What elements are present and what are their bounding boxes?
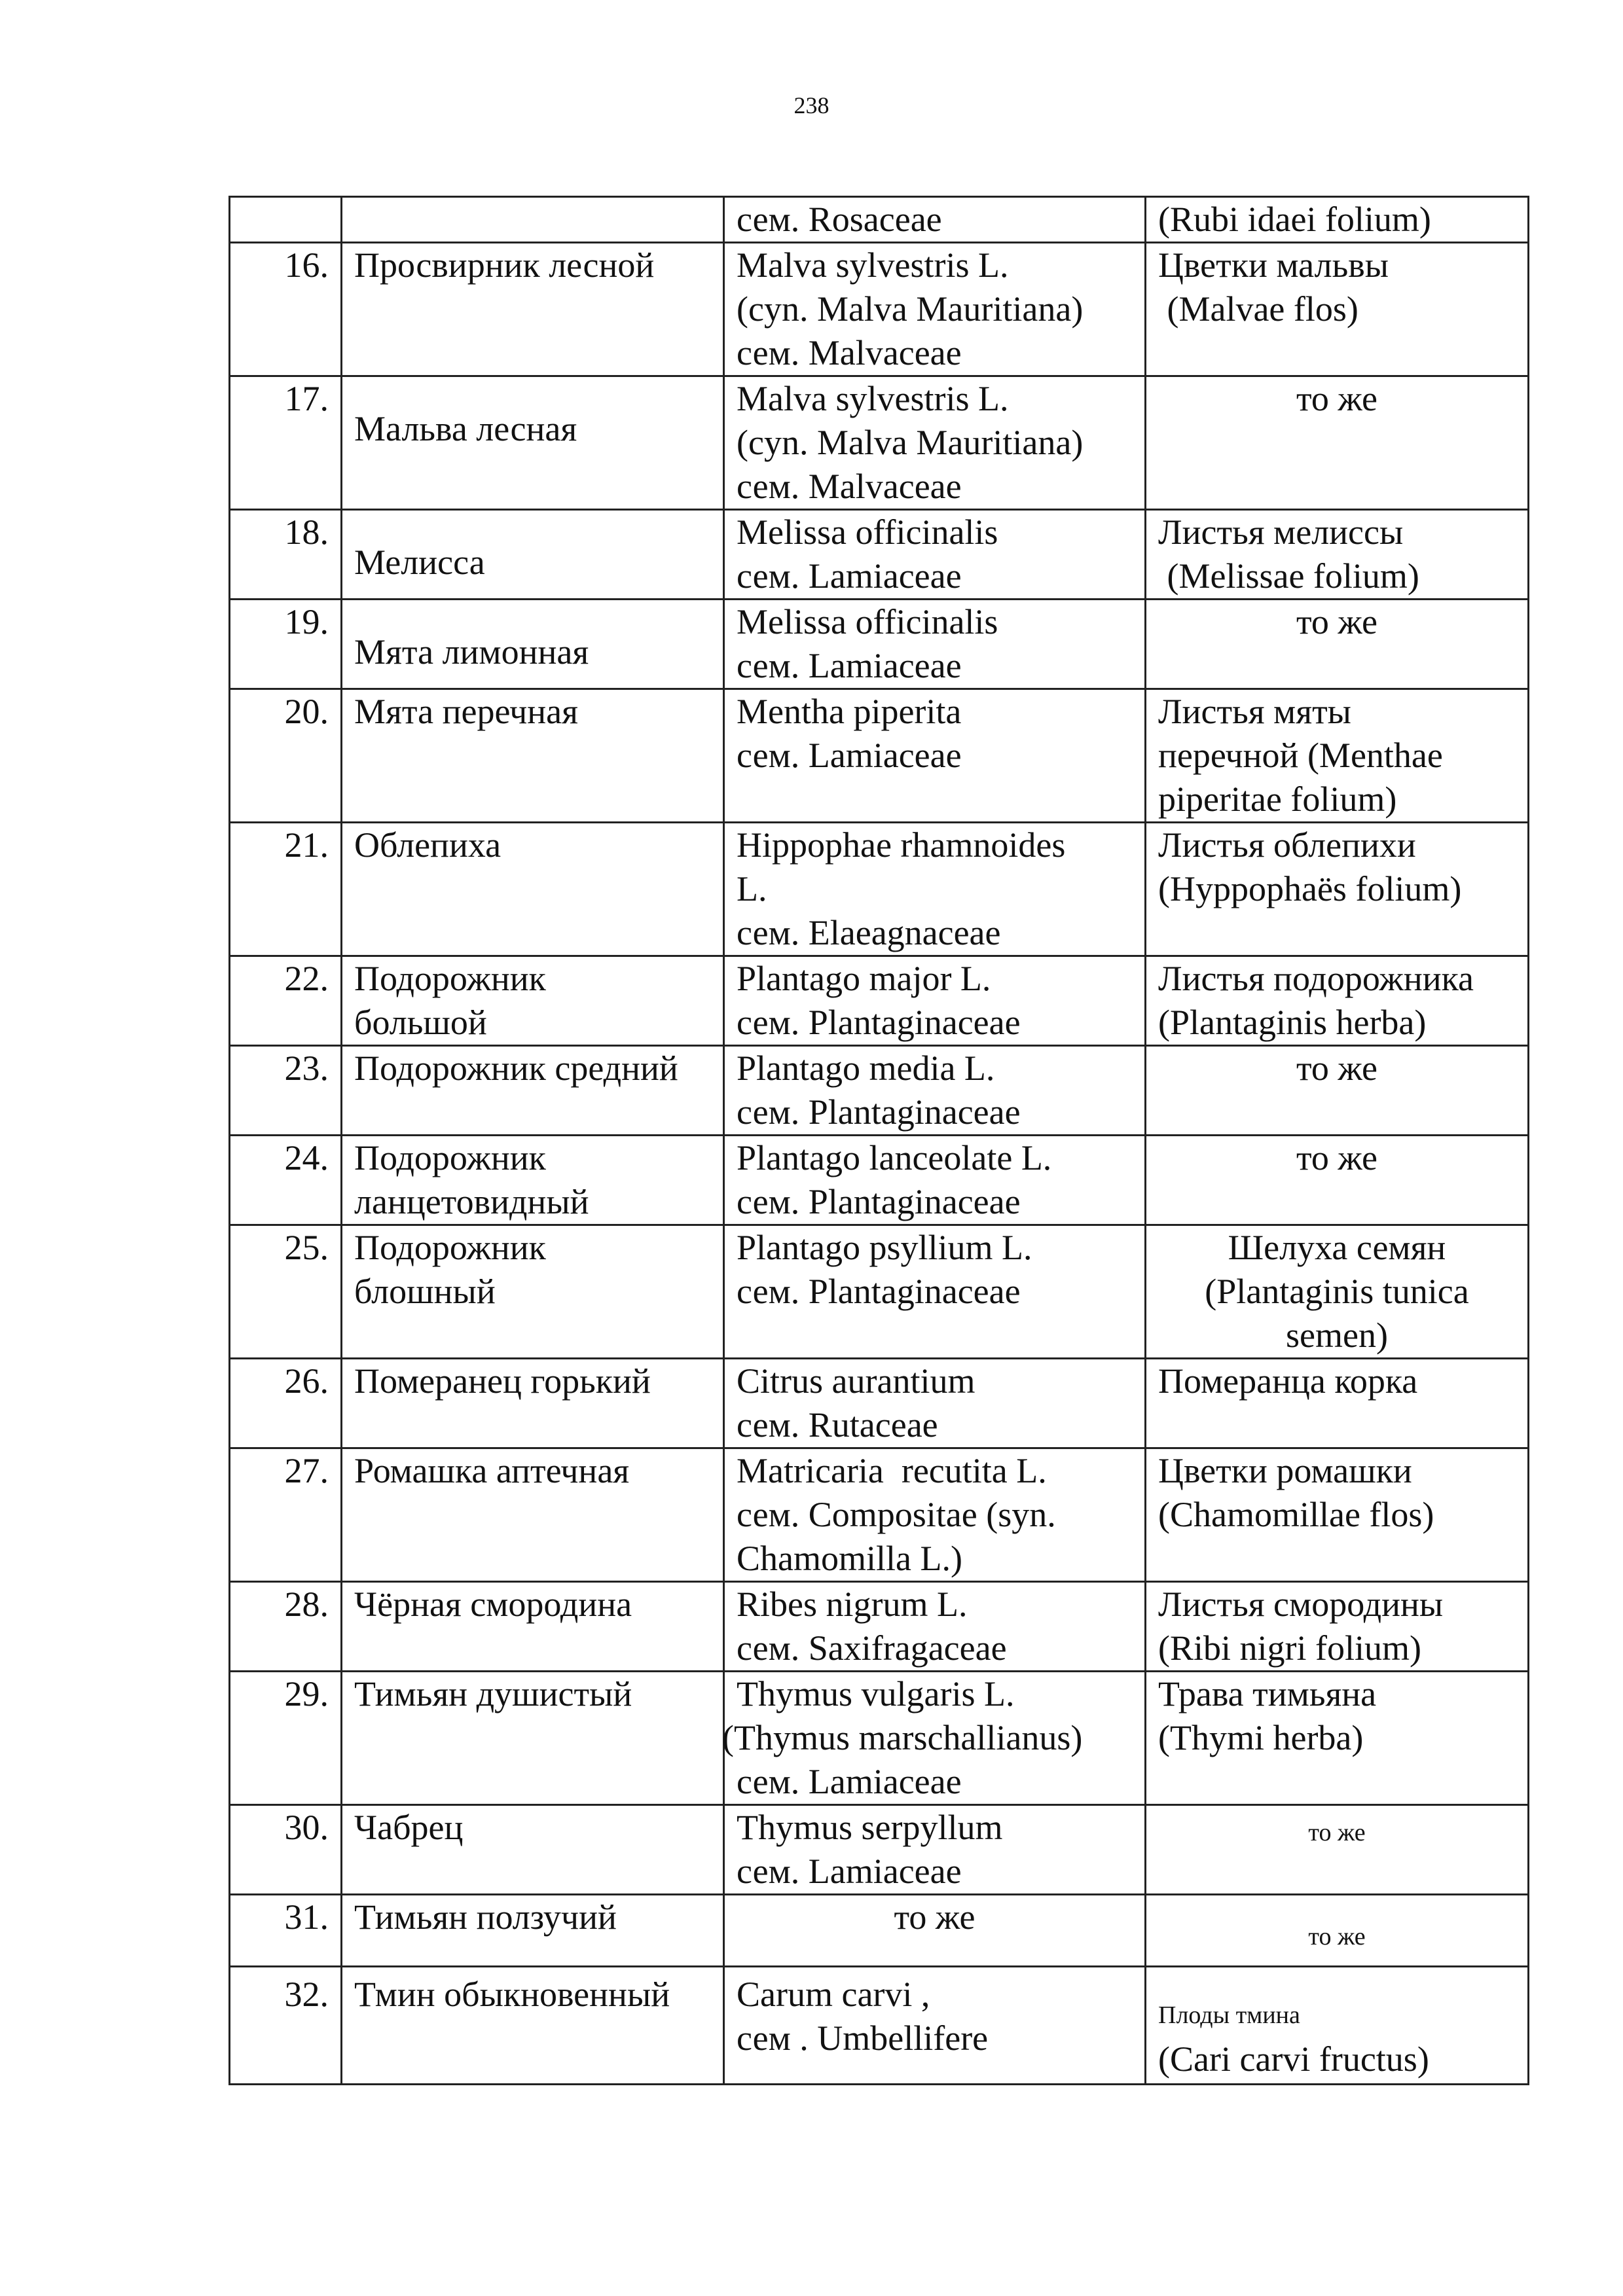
table-row [230, 1448, 1529, 1582]
row-number: 32. [230, 1967, 342, 2085]
raw-material-cell: Померанца корка [1146, 1359, 1529, 1448]
latin-name-cell: то же [724, 1895, 1146, 1967]
raw-material-cell: Листья облепихи (Hyppophaës folium) [1146, 823, 1529, 956]
latin-name-cell: Plantago media L. сем. Plantaginaceae [724, 1046, 1146, 1136]
table-row [230, 1805, 1529, 1895]
russian-name-cell: Тмин обыкновенный [342, 1967, 724, 2085]
row-number: 25. [230, 1225, 342, 1359]
latin-name-cell: Thymus vulgaris L. (Thymus marschallianus) сем. Lamiaceae [724, 1672, 1146, 1805]
row-number: 18. [230, 510, 342, 600]
table-row [230, 1225, 1529, 1359]
russian-name-cell: Мальва лесная [342, 376, 724, 510]
raw-material-cell: Листья подорожника (Plantaginis herba) [1146, 956, 1529, 1046]
russian-name-cell: Подорожник большой [342, 956, 724, 1046]
table-row [230, 1359, 1529, 1448]
latin-name-cell: Citrus aurantium сем. Rutaceae [724, 1359, 1146, 1448]
latin-name-cell: Mentha piperita сем. Lamiaceae [724, 689, 1146, 823]
page-number: 238 [793, 92, 830, 118]
russian-name-cell: Просвирник лесной [342, 243, 724, 376]
row-number: 19. [230, 600, 342, 689]
raw-material-cell: Цветки ромашки (Chamomillae flos) [1146, 1448, 1529, 1582]
latin-name-cell: Melissa officinalis сем. Lamiaceae [724, 510, 1146, 600]
row-number: 22. [230, 956, 342, 1046]
row-number: 29. [230, 1672, 342, 1805]
table-row [230, 1582, 1529, 1672]
russian-name-cell: Подорожник блошный [342, 1225, 724, 1359]
table-row [230, 1672, 1529, 1805]
table-row [230, 510, 1529, 600]
raw-material-cell: то же [1146, 376, 1529, 510]
row-number: 16. [230, 243, 342, 376]
table-row [230, 1136, 1529, 1225]
row-number [230, 197, 342, 243]
latin-name-cell: Thymus serpyllum сем. Lamiaceae [724, 1805, 1146, 1895]
russian-name-cell: Чабрец [342, 1805, 724, 1895]
russian-name-cell: Чёрная смородина [342, 1582, 724, 1672]
latin-name-cell: Plantago major L. сем. Plantaginaceae [724, 956, 1146, 1046]
table-row [230, 956, 1529, 1046]
row-number: 21. [230, 823, 342, 956]
row-number: 28. [230, 1582, 342, 1672]
plants-table [228, 196, 1529, 2085]
latin-name-cell: Melissa officinalis сем. Lamiaceae [724, 600, 1146, 689]
latin-name-cell: Plantago lanceolate L. сем. Plantaginaceae [724, 1136, 1146, 1225]
russian-name-cell: Мята перечная [342, 689, 724, 823]
row-number: 17. [230, 376, 342, 510]
latin-name-cell: Hippophae rhamnoides L. сем. Elaeagnaceae [724, 823, 1146, 956]
table-row [230, 1046, 1529, 1136]
table-row [230, 243, 1529, 376]
raw-material-cell: то же [1146, 1136, 1529, 1225]
raw-material-cell: (Rubi idaei folium) [1146, 197, 1529, 243]
russian-name-cell: Тимьян ползучий [342, 1895, 724, 1967]
table-row [230, 197, 1529, 243]
russian-name-cell [342, 197, 724, 243]
raw-material-cell: Шелуха семян (Plantaginis tunica semen) [1146, 1225, 1529, 1359]
table-row [230, 689, 1529, 823]
latin-name-cell: Carum carvi , сем . Umbellifere [724, 1967, 1146, 2085]
raw-material-cell: Трава тимьяна (Thymi herba) [1146, 1672, 1529, 1805]
row-number: 27. [230, 1448, 342, 1582]
raw-material-cell: Плоды тмина (Cari carvi fructus) [1146, 1967, 1529, 2085]
latin-name-cell: Matricaria recutita L. сем. Compositae (syn. Chamomilla L.) [724, 1448, 1146, 1582]
russian-name-cell: Мята лимонная [342, 600, 724, 689]
raw-material-cell: то же [1146, 1805, 1529, 1895]
raw-material-cell: Листья смородины (Ribi nigri folium) [1146, 1582, 1529, 1672]
row-number: 30. [230, 1805, 342, 1895]
table-row [230, 1895, 1529, 1967]
row-number: 24. [230, 1136, 342, 1225]
latin-name-cell: Malva sylvestris L. (cyn. Malva Mauritiana) сем. Malvaceae [724, 243, 1146, 376]
table-row [230, 376, 1529, 510]
raw-material-cell: Листья мелиссы (Melissae folium) [1146, 510, 1529, 600]
table-row [230, 600, 1529, 689]
latin-name-cell: Ribes nigrum L. сем. Saxifragaceae [724, 1582, 1146, 1672]
latin-name-cell: Malva sylvestris L. (cyn. Malva Mauritiana) сем. Malvaceae [724, 376, 1146, 510]
russian-name-cell: Мелисса [342, 510, 724, 600]
russian-name-cell: Облепиха [342, 823, 724, 956]
table-row [230, 1967, 1529, 2085]
raw-material-cell: Цветки мальвы (Malvae flos) [1146, 243, 1529, 376]
raw-material-cell: то же [1146, 1895, 1529, 1967]
raw-material-cell: то же [1146, 600, 1529, 689]
russian-name-cell: Ромашка аптечная [342, 1448, 724, 1582]
raw-material-cell: то же [1146, 1046, 1529, 1136]
russian-name-cell: Тимьян душистый [342, 1672, 724, 1805]
row-number: 31. [230, 1895, 342, 1967]
table-row [230, 823, 1529, 956]
russian-name-cell: Подорожник средний [342, 1046, 724, 1136]
russian-name-cell: Подорожник ланцетовидный [342, 1136, 724, 1225]
russian-name-cell: Померанец горький [342, 1359, 724, 1448]
raw-material-cell: Листья мяты перечной (Menthae piperitae folium) [1146, 689, 1529, 823]
row-number: 26. [230, 1359, 342, 1448]
row-number: 23. [230, 1046, 342, 1136]
latin-name-cell: Plantago psyllium L. сем. Plantaginaceae [724, 1225, 1146, 1359]
latin-name-cell: сем. Rosaceae [724, 197, 1146, 243]
row-number: 20. [230, 689, 342, 823]
